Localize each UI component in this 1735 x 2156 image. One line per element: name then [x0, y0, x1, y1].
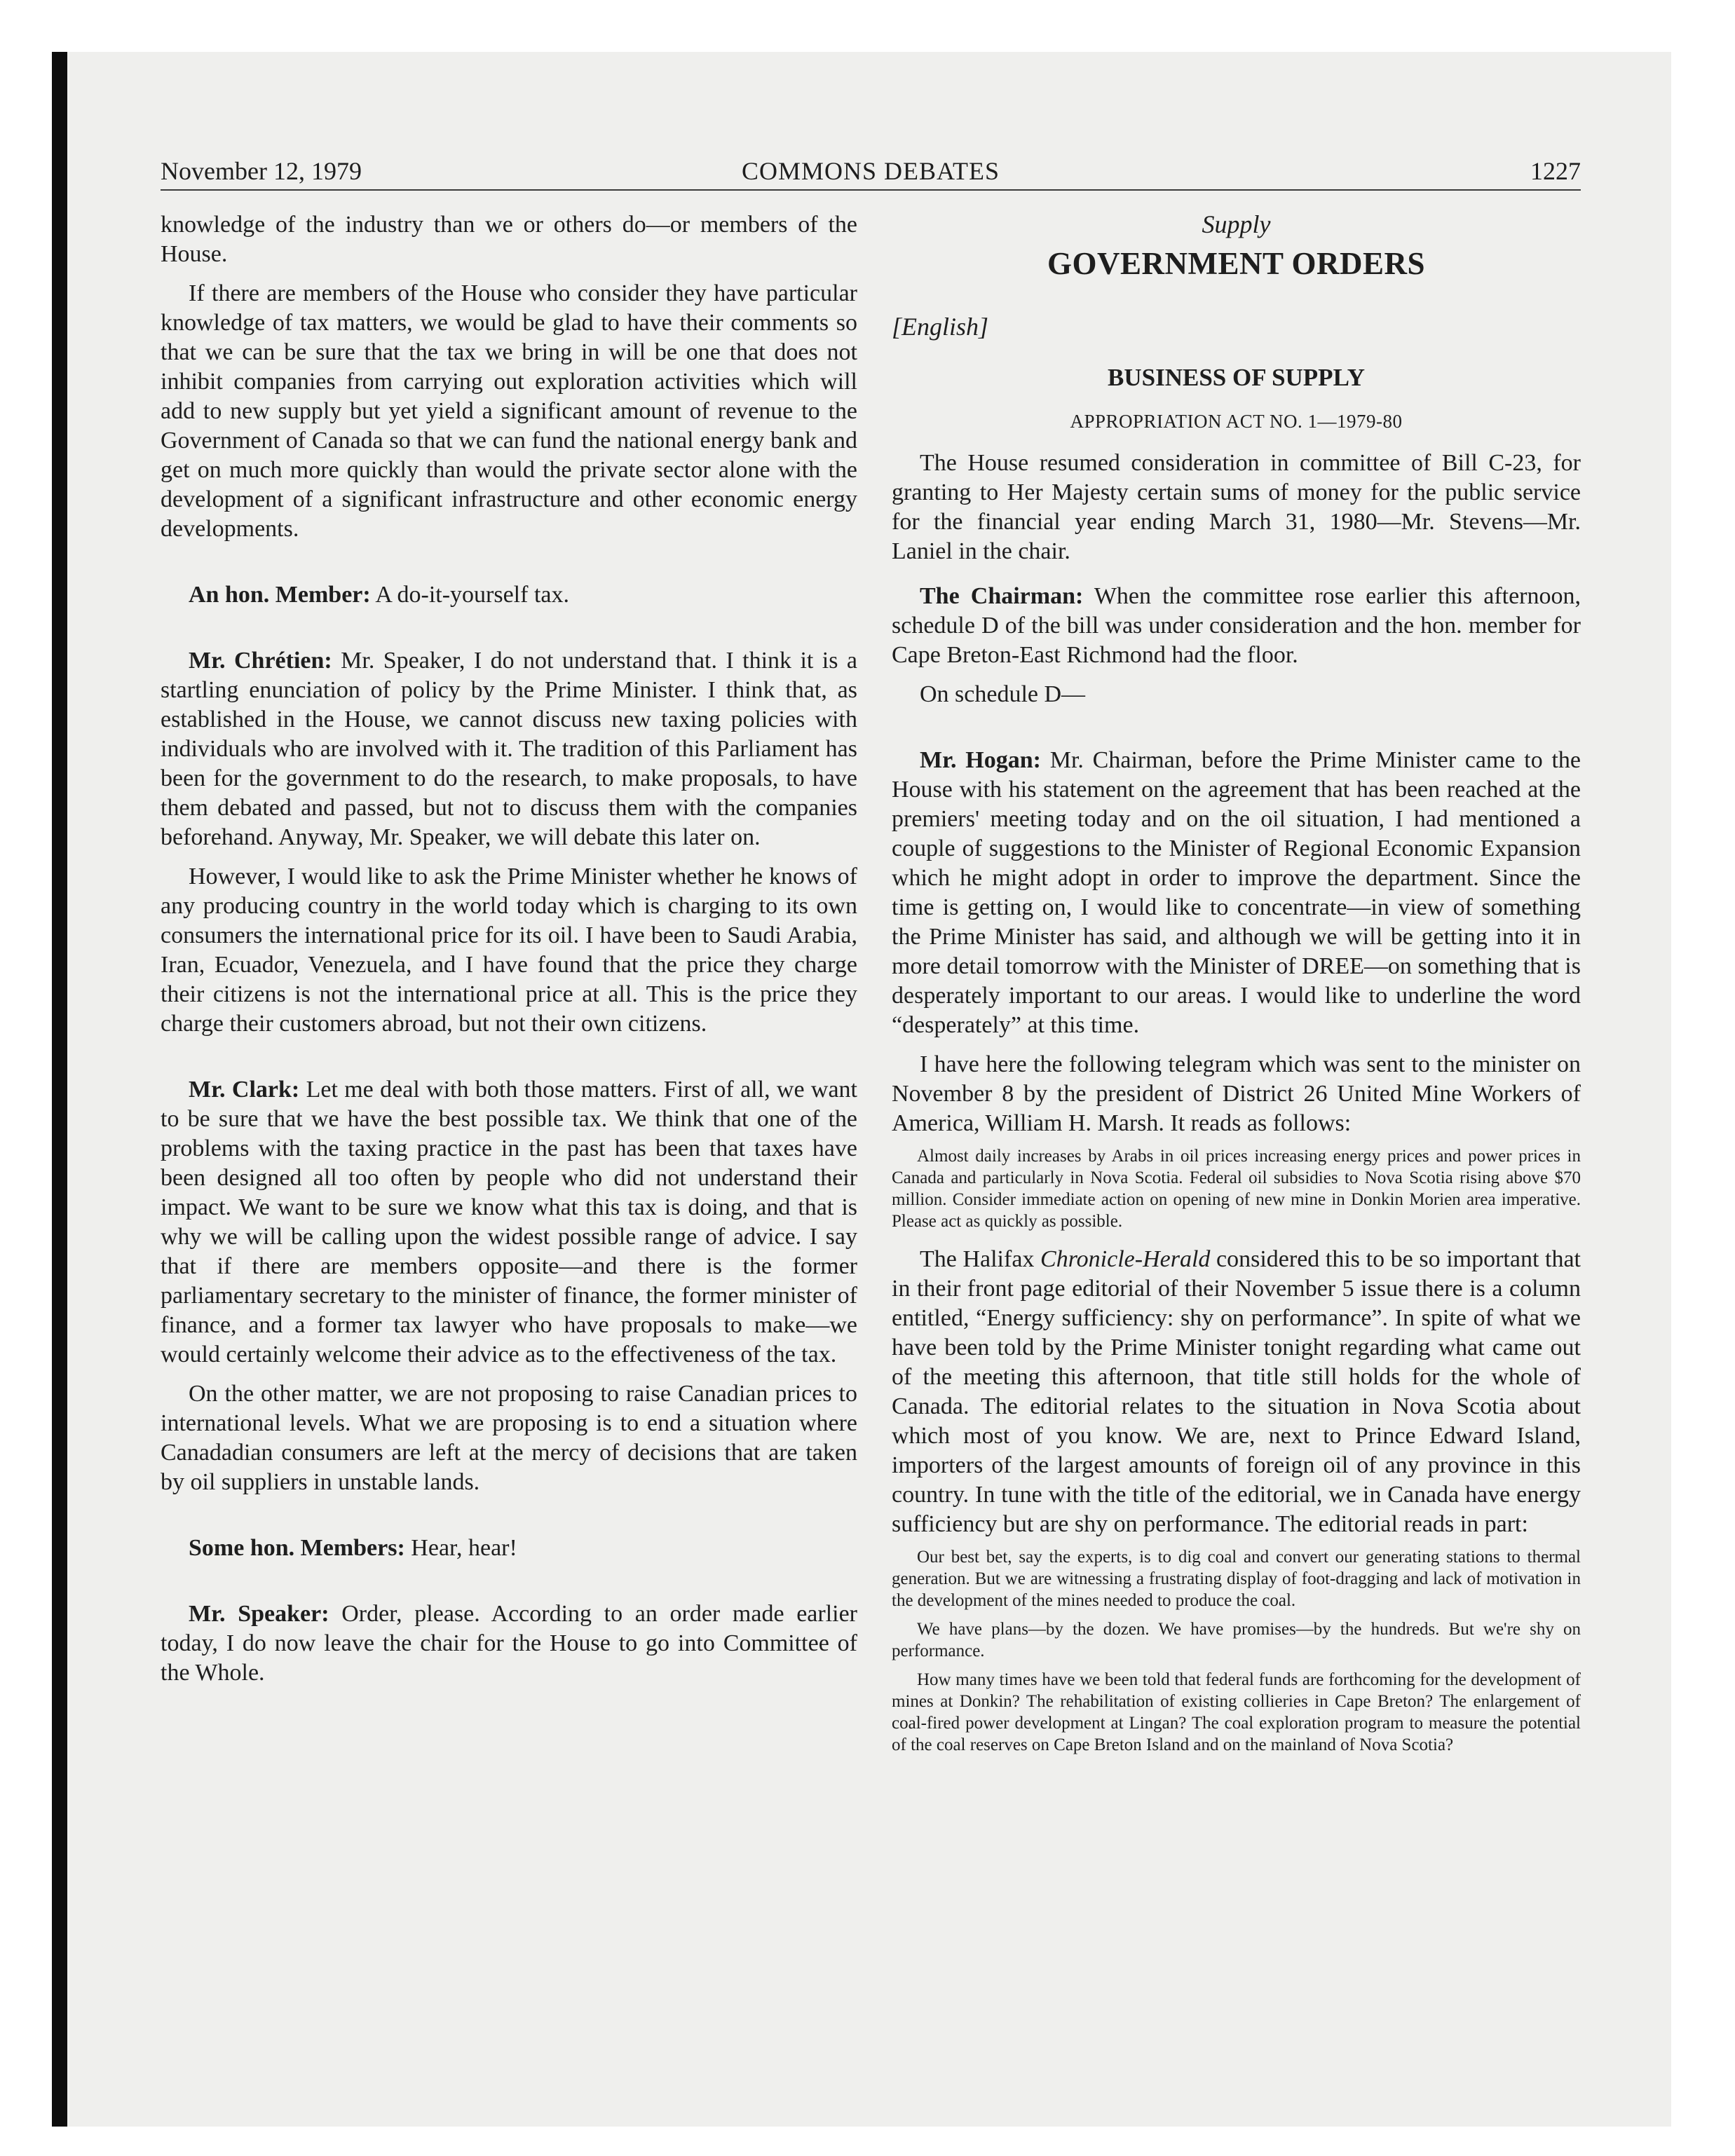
paragraph: On schedule D— — [920, 681, 1086, 707]
speech-text: Mr. Chairman, before the Prime Minister came to the House with his statement on the agreement that has been reached at the premiers' meeting today and on the oil situation, I had mentioned a couple of suggestions to the Minister of Regional Economic Expansion which he might adopt in order to improve the department. Since the time is getting on, I would like to concentrate—in view of something the Prime Minister has said, and although we will be getting into it in more detail tomorrow with the Minister of DREE—on something that is desperately important to our areas. I would like to underline the word “desperately” at this time. — [892, 747, 1581, 1038]
newspaper-title: Chronicle-Herald — [1040, 1246, 1211, 1272]
paragraph: I have here the following telegram which was sent to the minister on November 8 by the president of District 26 United Mine Workers of America, William H. Marsh. It reads as follows: — [892, 1051, 1581, 1136]
paragraph: The House resumed consideration in committee of Bill C-23, for granting to Her Majesty certain sums of money for the public service for the financial year ending March 31, 1980—Mr. Stevens—Mr. Laniel in the chair. — [892, 450, 1581, 564]
quoted-editorial: How many times have we been told that federal funds are forthcoming for the development of mines at Donkin? The rehabilitation of existing collieries in Cape Breton? The enlargement of coal-fired power development at Lingan? The coal exploration program to measure the potential of the coal reserves on Cape Breton Island and on the mainland of Nova Scotia? — [892, 1670, 1581, 1754]
speech-text: When the committee rose earlier this afternoon, schedule D of the bill was under consideration and the hon. member for Cape Breton-East Richmond had the floor. — [892, 583, 1581, 668]
paragraph: knowledge of the industry than we or others do—or members of the House. — [161, 212, 857, 267]
quoted-editorial: Our best bet, say the experts, is to dig coal and convert our generating stations to thermal generation. But we are witnessing a frustrating display of foot-dragging and lack of motivation in the development of the mines needed to produce the coal. — [892, 1548, 1581, 1610]
speech — [161, 1075, 857, 1370]
speech — [892, 582, 1581, 670]
quoted-telegram: Almost daily increases by Arabs in oil prices increasing energy prices and power prices in Canada and particularly in Nova Scotia. Federal oil subsidies to Nova Scotia rising above $70 million. Consider immediate action on opening of new mine in Donkin Morien area imperative. Please act as quickly as possible. — [892, 1147, 1581, 1231]
speech-text: A do-it-yourself tax. — [370, 582, 569, 608]
paragraph: If there are members of the House who consider they have particular knowledge of tax matters, we would be glad to have their comments so that we can be sure that the tax we bring in will be one that does not inhibit companies from carrying out exploration activities which will add to new supply but yet yield a significant amount of revenue to the Government of Canada so that we can fund the national energy bank and get on much more quickly than would the private sector alone with the development of a significant infrastructure and other economic energy developments. — [161, 280, 857, 542]
section-heading: GOVERNMENT ORDERS — [1047, 246, 1425, 281]
paragraph-text: The Halifax — [920, 1246, 1041, 1272]
quoted-editorial: We have plans—by the dozen. We have promises—by the hundreds. But we're shy on performance. — [892, 1620, 1581, 1660]
speech — [161, 1599, 857, 1688]
speech — [161, 1534, 857, 1563]
running-header — [161, 156, 1581, 191]
paragraph-text: considered this to be so important that in their front page editorial of their November 5 issue there is a column entitled, “Energy sufficiency: shy on performance”. In spite of what we have been told by the Prime Minister tonight regarding what came out of the meeting this afternoon, that title still holds for the whole of Canada. The editorial relates to the situation in Nova Scotia about which most of you know. We are, next to Prince Edward Island, importers of the largest amounts of foreign oil of any province in this country. In tune with the title of the editorial, we in Canada have energy sufficiency but are shy on performance. The editorial reads in part: — [892, 1246, 1581, 1537]
speaker-name: The Chairman: — [920, 583, 1084, 609]
act-heading: APPROPRIATION ACT NO. 1—1979-80 — [1070, 411, 1403, 432]
speaker-name: Some hon. Members: — [189, 1535, 405, 1561]
paragraph — [892, 1245, 1581, 1539]
speech — [892, 746, 1581, 1040]
speaker-name: Mr. Chrétien: — [189, 648, 332, 674]
speaker-name: Mr. Speaker: — [189, 1601, 329, 1627]
speech — [161, 580, 857, 610]
speaker-name: Mr. Clark: — [189, 1077, 300, 1103]
speech — [161, 646, 857, 852]
speaker-name: Mr. Hogan: — [920, 747, 1041, 773]
speech-text: Mr. Speaker, I do not understand that. I think it is a startling enunciation of policy by the Prime Minister. I think that, as established in the House, we cannot discuss new taxing policies with individuals who are involved with it. The tradition of this Parliament has been for the government to do the research, to make proposals, to have them debated and passed, but not to discuss them with the companies beforehand. Anyway, Mr. Speaker, we will debate this later on. — [161, 648, 857, 850]
speech-text: Let me deal with both those matters. First of all, we want to be sure that we have the best possible tax. We think that one of the problems with the taxing practice in the past has been that taxes have been designed all too often by people who did not understand their impact. We want to be sure we know what this tax is doing, and that is why we will be calling upon the widest possible range of advice. I say that if there are members opposite—and there is the former parliamentary secretary to the minister of finance, the former minister of finance, and a former tax lawyer who have proposals to make—we would certainly welcome their advice as to the effectiveness of the tax. — [161, 1077, 857, 1367]
language-note: [English] — [892, 313, 989, 341]
supply-heading: Supply — [1202, 210, 1271, 238]
speech-text: Order, please. According to an order made earlier today, I do now leave the chair for the House to go into Committee of the Whole. — [161, 1601, 857, 1686]
paragraph: On the other matter, we are not proposing to raise Canadian prices to international levels. What we are proposing is to end a situation where Canadadian consumers are left at the mercy of decisions that are taken by oil suppliers in unstable lands. — [161, 1381, 857, 1495]
paragraph: However, I would like to ask the Prime Minister whether he knows of any producing country in the world today which is charging to its own consumers the international price for its oil. I have been to Saudi Arabia, Iran, Ecuador, Venezuela, and I have found that the price they charge their citizens is not the international price at all. This is the price they charge their customers abroad, but not their own citizens. — [161, 864, 857, 1037]
page-number: 1227 — [1530, 157, 1581, 185]
header-date: November 12, 1979 — [161, 157, 362, 185]
left-column — [161, 210, 857, 1688]
right-column — [892, 210, 1581, 1756]
speech-text: Hear, hear! — [404, 1535, 517, 1561]
subheading: BUSINESS OF SUPPLY — [1108, 364, 1365, 391]
speaker-name: An hon. Member: — [189, 582, 371, 608]
scan-edge — [52, 52, 67, 2127]
header-title: COMMONS DEBATES — [741, 157, 1000, 185]
